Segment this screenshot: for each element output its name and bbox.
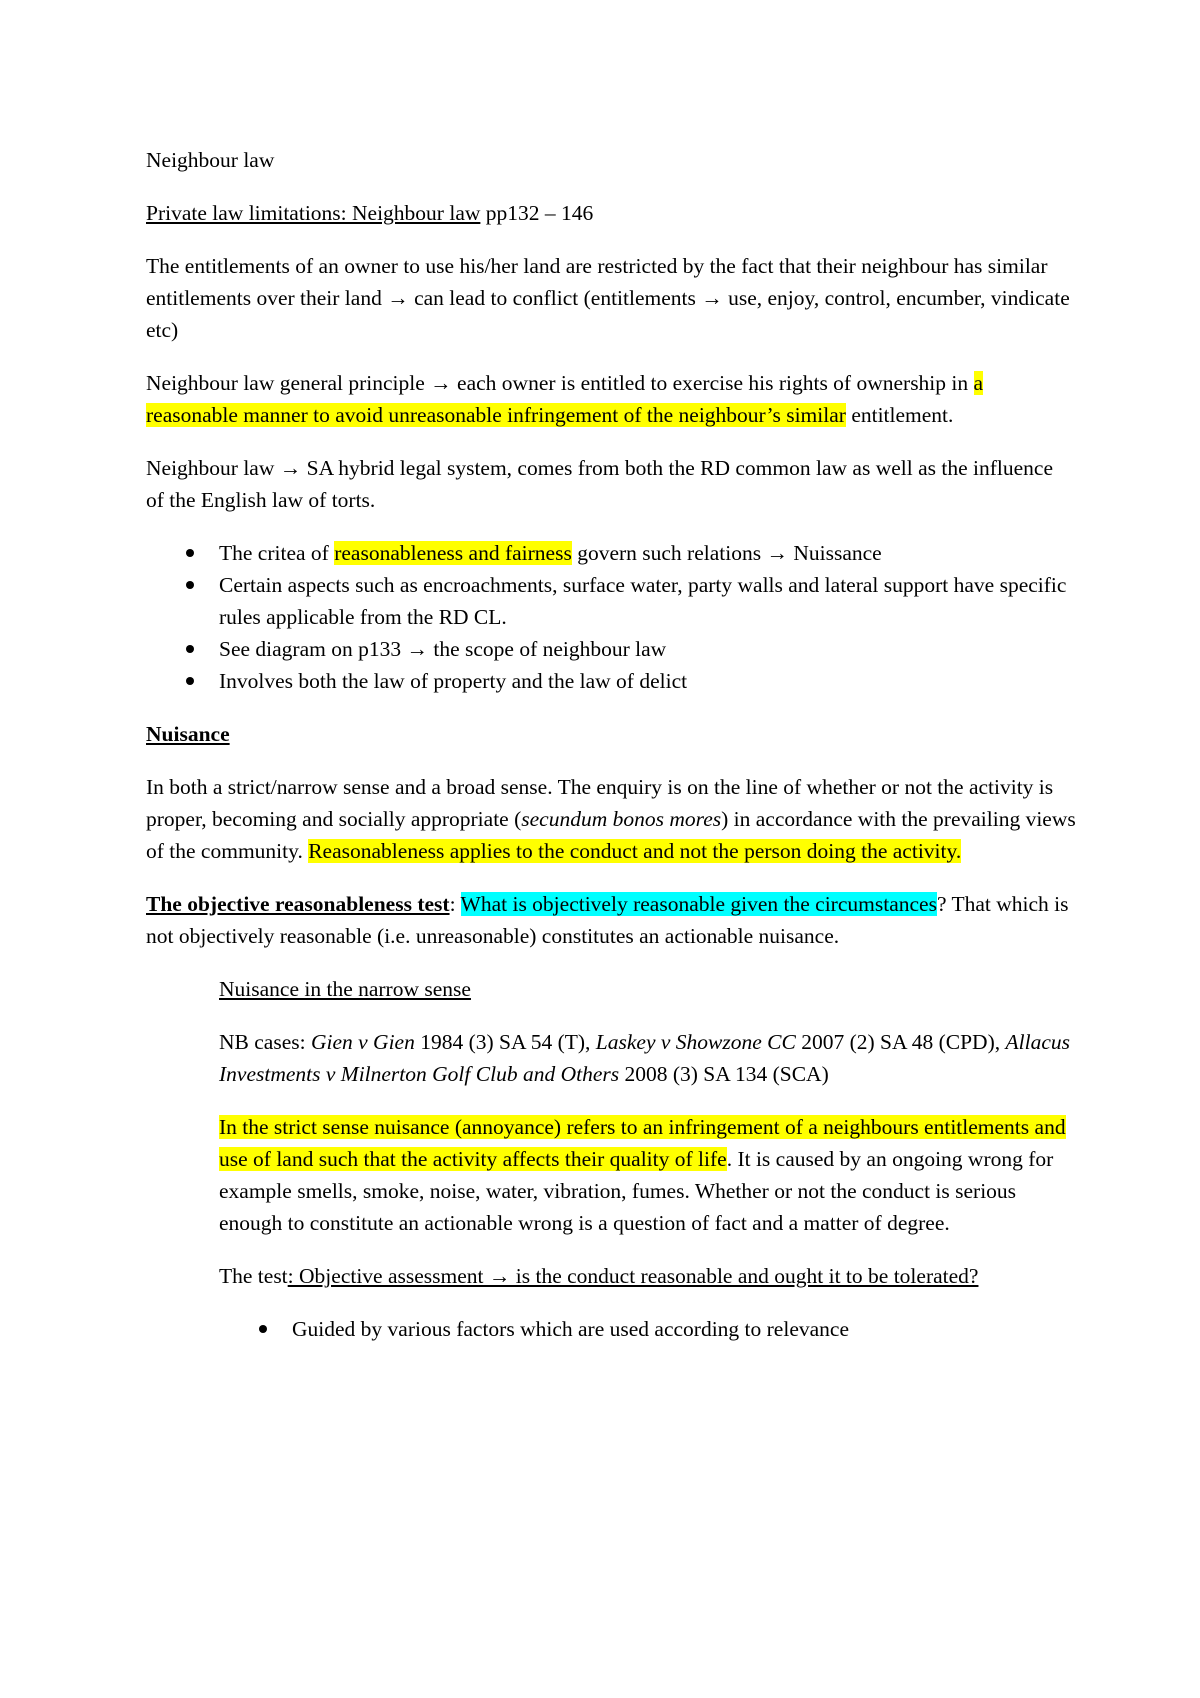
list-item: Certain aspects such as encroachments, surface water, party walls and lateral support have specific rules applicable from the RD CL. bbox=[146, 569, 1076, 633]
narrow-sense-heading: Nuisance in the narrow sense bbox=[219, 977, 471, 1001]
case-citation: 1984 (3) SA 54 (T), bbox=[414, 1030, 596, 1054]
the-test-underlined: : Objective assessment → is the conduct reasonable and ought it to be tolerated? bbox=[287, 1264, 979, 1288]
bullet-list bbox=[146, 537, 1076, 697]
objective-test-paragraph bbox=[146, 888, 1076, 952]
case-citation: 2008 (3) SA 134 (SCA) bbox=[619, 1062, 829, 1086]
sub-bullet-list bbox=[219, 1313, 1076, 1345]
hybrid-paragraph: Neighbour law → SA hybrid legal system, comes from both the RD common law as well as the influence of the English law of torts. bbox=[146, 456, 1053, 512]
subtitle-underlined: Private law limitations: Neighbour law bbox=[146, 201, 481, 225]
case-name: Gien v Gien bbox=[310, 1030, 415, 1054]
list-item: Guided by various factors which are used according to relevance bbox=[219, 1313, 1076, 1345]
nuisance-text-1: In both a strict/narrow sense and a broad sense. The enquiry is on the line of whether or not the activity is proper, becoming and socially appropriate ( bbox=[146, 775, 1054, 831]
cases-lead: NB cases: bbox=[219, 1030, 311, 1054]
principle-lead: Neighbour law general principle → each owner is entitled to exercise his rights of ownership in bbox=[146, 371, 974, 395]
strict-sense-paragraph bbox=[219, 1111, 1076, 1239]
nuisance-heading: Nuisance bbox=[146, 722, 230, 746]
the-test-lead: The test bbox=[219, 1264, 288, 1288]
nuisance-text-2: ) in accordance with the prevailing views of the community. bbox=[146, 807, 1076, 863]
document-title: Neighbour law bbox=[146, 148, 275, 172]
objective-test-colon: : bbox=[449, 892, 461, 916]
nuisance-paragraph bbox=[146, 771, 1076, 867]
list-item bbox=[146, 537, 1076, 569]
bullet-1-lead: The critea of bbox=[219, 541, 335, 565]
bullet-1-highlight: reasonableness and fairness bbox=[334, 541, 572, 565]
strict-sense-tail: . It is caused by an ongoing wrong for example smells, smoke, noise, water, vibration, fumes. Whether or not the conduct is serious enough to constitute an actionable wrong is a question of fact and a matter of degree. bbox=[219, 1147, 1054, 1235]
section-subtitle bbox=[146, 197, 1076, 229]
case-citation: 2007 (2) SA 48 (CPD), bbox=[795, 1030, 1006, 1054]
latin-term: secundum bonos mores bbox=[521, 807, 722, 831]
objective-test-question: ? bbox=[936, 892, 947, 916]
subtitle-pages: pp132 – 146 bbox=[480, 201, 594, 225]
objective-test-highlight: What is objectively reasonable given the circumstances bbox=[460, 892, 937, 916]
case-name: Laskey v Showzone CC bbox=[595, 1030, 796, 1054]
the-test-paragraph bbox=[219, 1260, 1076, 1292]
case-name: Allacus Investments v Milnerton Golf Club and Others bbox=[219, 1030, 1070, 1086]
intro-paragraph: The entitlements of an owner to use his/her land are restricted by the fact that their neighbour has similar entitlements over their land → can lead to conflict (entitlements → use, enjoy, control, encumber, vindicate etc) bbox=[146, 254, 1070, 342]
nuisance-highlight: Reasonableness applies to the conduct and not the person doing the activity. bbox=[308, 839, 962, 863]
objective-test-heading: The objective reasonableness test bbox=[146, 892, 450, 916]
bullet-1-tail: govern such relations → Nuissance bbox=[571, 541, 882, 565]
document-body bbox=[146, 144, 1076, 1366]
strict-sense-highlight: In the strict sense nuisance (annoyance) refers to an infringement of a neighbours entitlements and use of land such that the activity affects their quality of life bbox=[219, 1115, 1066, 1171]
principle-paragraph bbox=[146, 367, 1076, 431]
list-item: Involves both the law of property and the law of delict bbox=[146, 665, 1076, 697]
list-item: See diagram on p133 → the scope of neighbour law bbox=[146, 633, 1076, 665]
principle-highlight: a reasonable manner to avoid unreasonable infringement of the neighbour’s similar bbox=[146, 371, 984, 427]
principle-tail: entitlement. bbox=[845, 403, 954, 427]
objective-test-tail: That which is not objectively reasonable (i.e. unreasonable) constitutes an actionable nuisance. bbox=[146, 892, 1069, 948]
cases-paragraph bbox=[219, 1026, 1076, 1090]
